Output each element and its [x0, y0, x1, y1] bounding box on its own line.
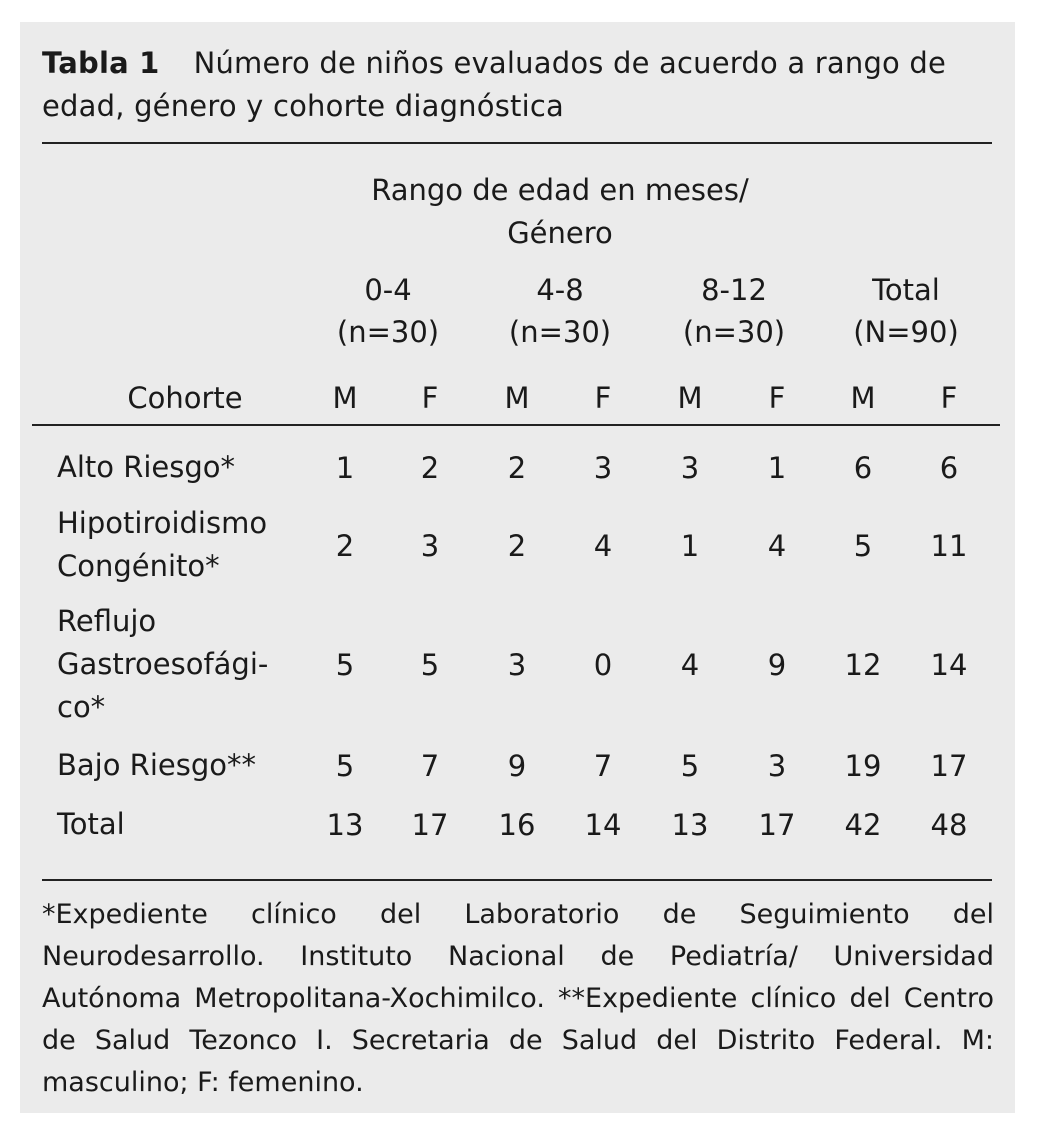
table-cell: 4: [767, 529, 787, 563]
table-cell: 9: [507, 749, 527, 783]
group-title-line2: Género: [507, 216, 613, 250]
table-panel: [20, 22, 1015, 1113]
table-cell: 0: [593, 648, 613, 682]
header-rule: [32, 424, 1000, 426]
table-cell: 2: [335, 529, 355, 563]
row-label: [57, 803, 125, 846]
sex-header-cell: F: [594, 381, 612, 415]
row-label-line: Gastroesofági-: [57, 647, 269, 681]
table-cell: 7: [420, 749, 440, 783]
row-label: [57, 446, 235, 489]
table-cell: 6: [853, 451, 873, 485]
sex-header-cell: M: [850, 381, 876, 415]
row-label-line: Total: [57, 807, 125, 841]
table-cell: 4: [680, 648, 700, 682]
table-cell: 2: [420, 451, 440, 485]
row-label-line: Hipotiroidismo: [57, 506, 268, 540]
table-cell: 5: [420, 648, 440, 682]
age-range-n: (n=30): [336, 315, 440, 349]
sex-header-cell: F: [940, 381, 958, 415]
table-cell: 7: [593, 749, 613, 783]
age-range-label: 0-4: [364, 273, 412, 307]
sex-header-cell: F: [768, 381, 786, 415]
table-cell: 6: [939, 451, 959, 485]
age-range-label: Total: [872, 273, 940, 307]
table-cell: 3: [593, 451, 613, 485]
table-cell: 2: [507, 451, 527, 485]
table-cell: 1: [767, 451, 787, 485]
row-label-line: Bajo Riesgo**: [57, 748, 256, 782]
table-footnote: *Expediente clínico del Laboratorio de Seguimiento del Neurodesarrollo. Instituto Nacional de Pediatría/ Universidad Autónoma Metropolitana-Xochimilco. **Expediente clínico del Centro de Salud Tezonco I. Secretaria de Salud del Distrito Federal. M: masculino; F: femenino.: [42, 899, 994, 1098]
table-cell: 3: [507, 648, 527, 682]
top-rule: [42, 142, 992, 144]
table-cell: 19: [844, 749, 882, 783]
table-cell: 13: [326, 808, 364, 842]
table-cell: 48: [930, 808, 968, 842]
row-label-line: Alto Riesgo*: [57, 450, 236, 484]
table-cell: 9: [767, 648, 787, 682]
table-cell: 3: [767, 749, 787, 783]
sex-header-cell: F: [421, 381, 439, 415]
table-cell: 12: [844, 648, 882, 682]
table-cell: 5: [335, 749, 355, 783]
sex-header-cell: M: [677, 381, 703, 415]
sex-header-cell: M: [332, 381, 358, 415]
table-cell: 17: [411, 808, 449, 842]
table-cell: 4: [593, 529, 613, 563]
sex-header-cell: M: [504, 381, 530, 415]
table-cell: 1: [335, 451, 355, 485]
row-header-cohorte: Cohorte: [127, 381, 243, 415]
caption-label: Tabla 1: [42, 46, 160, 80]
table-caption: [42, 42, 997, 128]
age-range-n: (n=30): [508, 315, 612, 349]
table-cell: 14: [584, 808, 622, 842]
row-label: [57, 600, 268, 729]
table-cell: 42: [844, 808, 882, 842]
table-cell: 2: [507, 529, 527, 563]
row-label-line: Congénito*: [57, 549, 220, 583]
age-range-label: 8-12: [701, 273, 767, 307]
age-range-n: (n=30): [682, 315, 786, 349]
table-cell: 11: [930, 529, 968, 563]
age-range-label: 4-8: [536, 273, 584, 307]
row-label: [57, 502, 267, 588]
table-cell: 1: [680, 529, 700, 563]
table-cell: 5: [680, 749, 700, 783]
table-cell: 13: [671, 808, 709, 842]
caption-text: Número de niños evaluados de acuerdo a rango de edad, género y cohorte diagnóstica: [42, 46, 947, 123]
table-cell: 5: [853, 529, 873, 563]
group-title-line1: Rango de edad en meses/: [371, 173, 749, 207]
bottom-rule: [42, 879, 992, 881]
table-cell: 14: [930, 648, 968, 682]
row-label: [57, 744, 256, 787]
table-cell: 3: [420, 529, 440, 563]
row-label-line: Reflujo: [57, 604, 157, 638]
table-cell: 17: [758, 808, 796, 842]
table-cell: 16: [498, 808, 536, 842]
table-cell: 17: [930, 749, 968, 783]
row-label-line: co*: [57, 690, 106, 724]
age-range-n: (N=90): [853, 315, 959, 349]
table-cell: 3: [680, 451, 700, 485]
table-cell: 5: [335, 648, 355, 682]
